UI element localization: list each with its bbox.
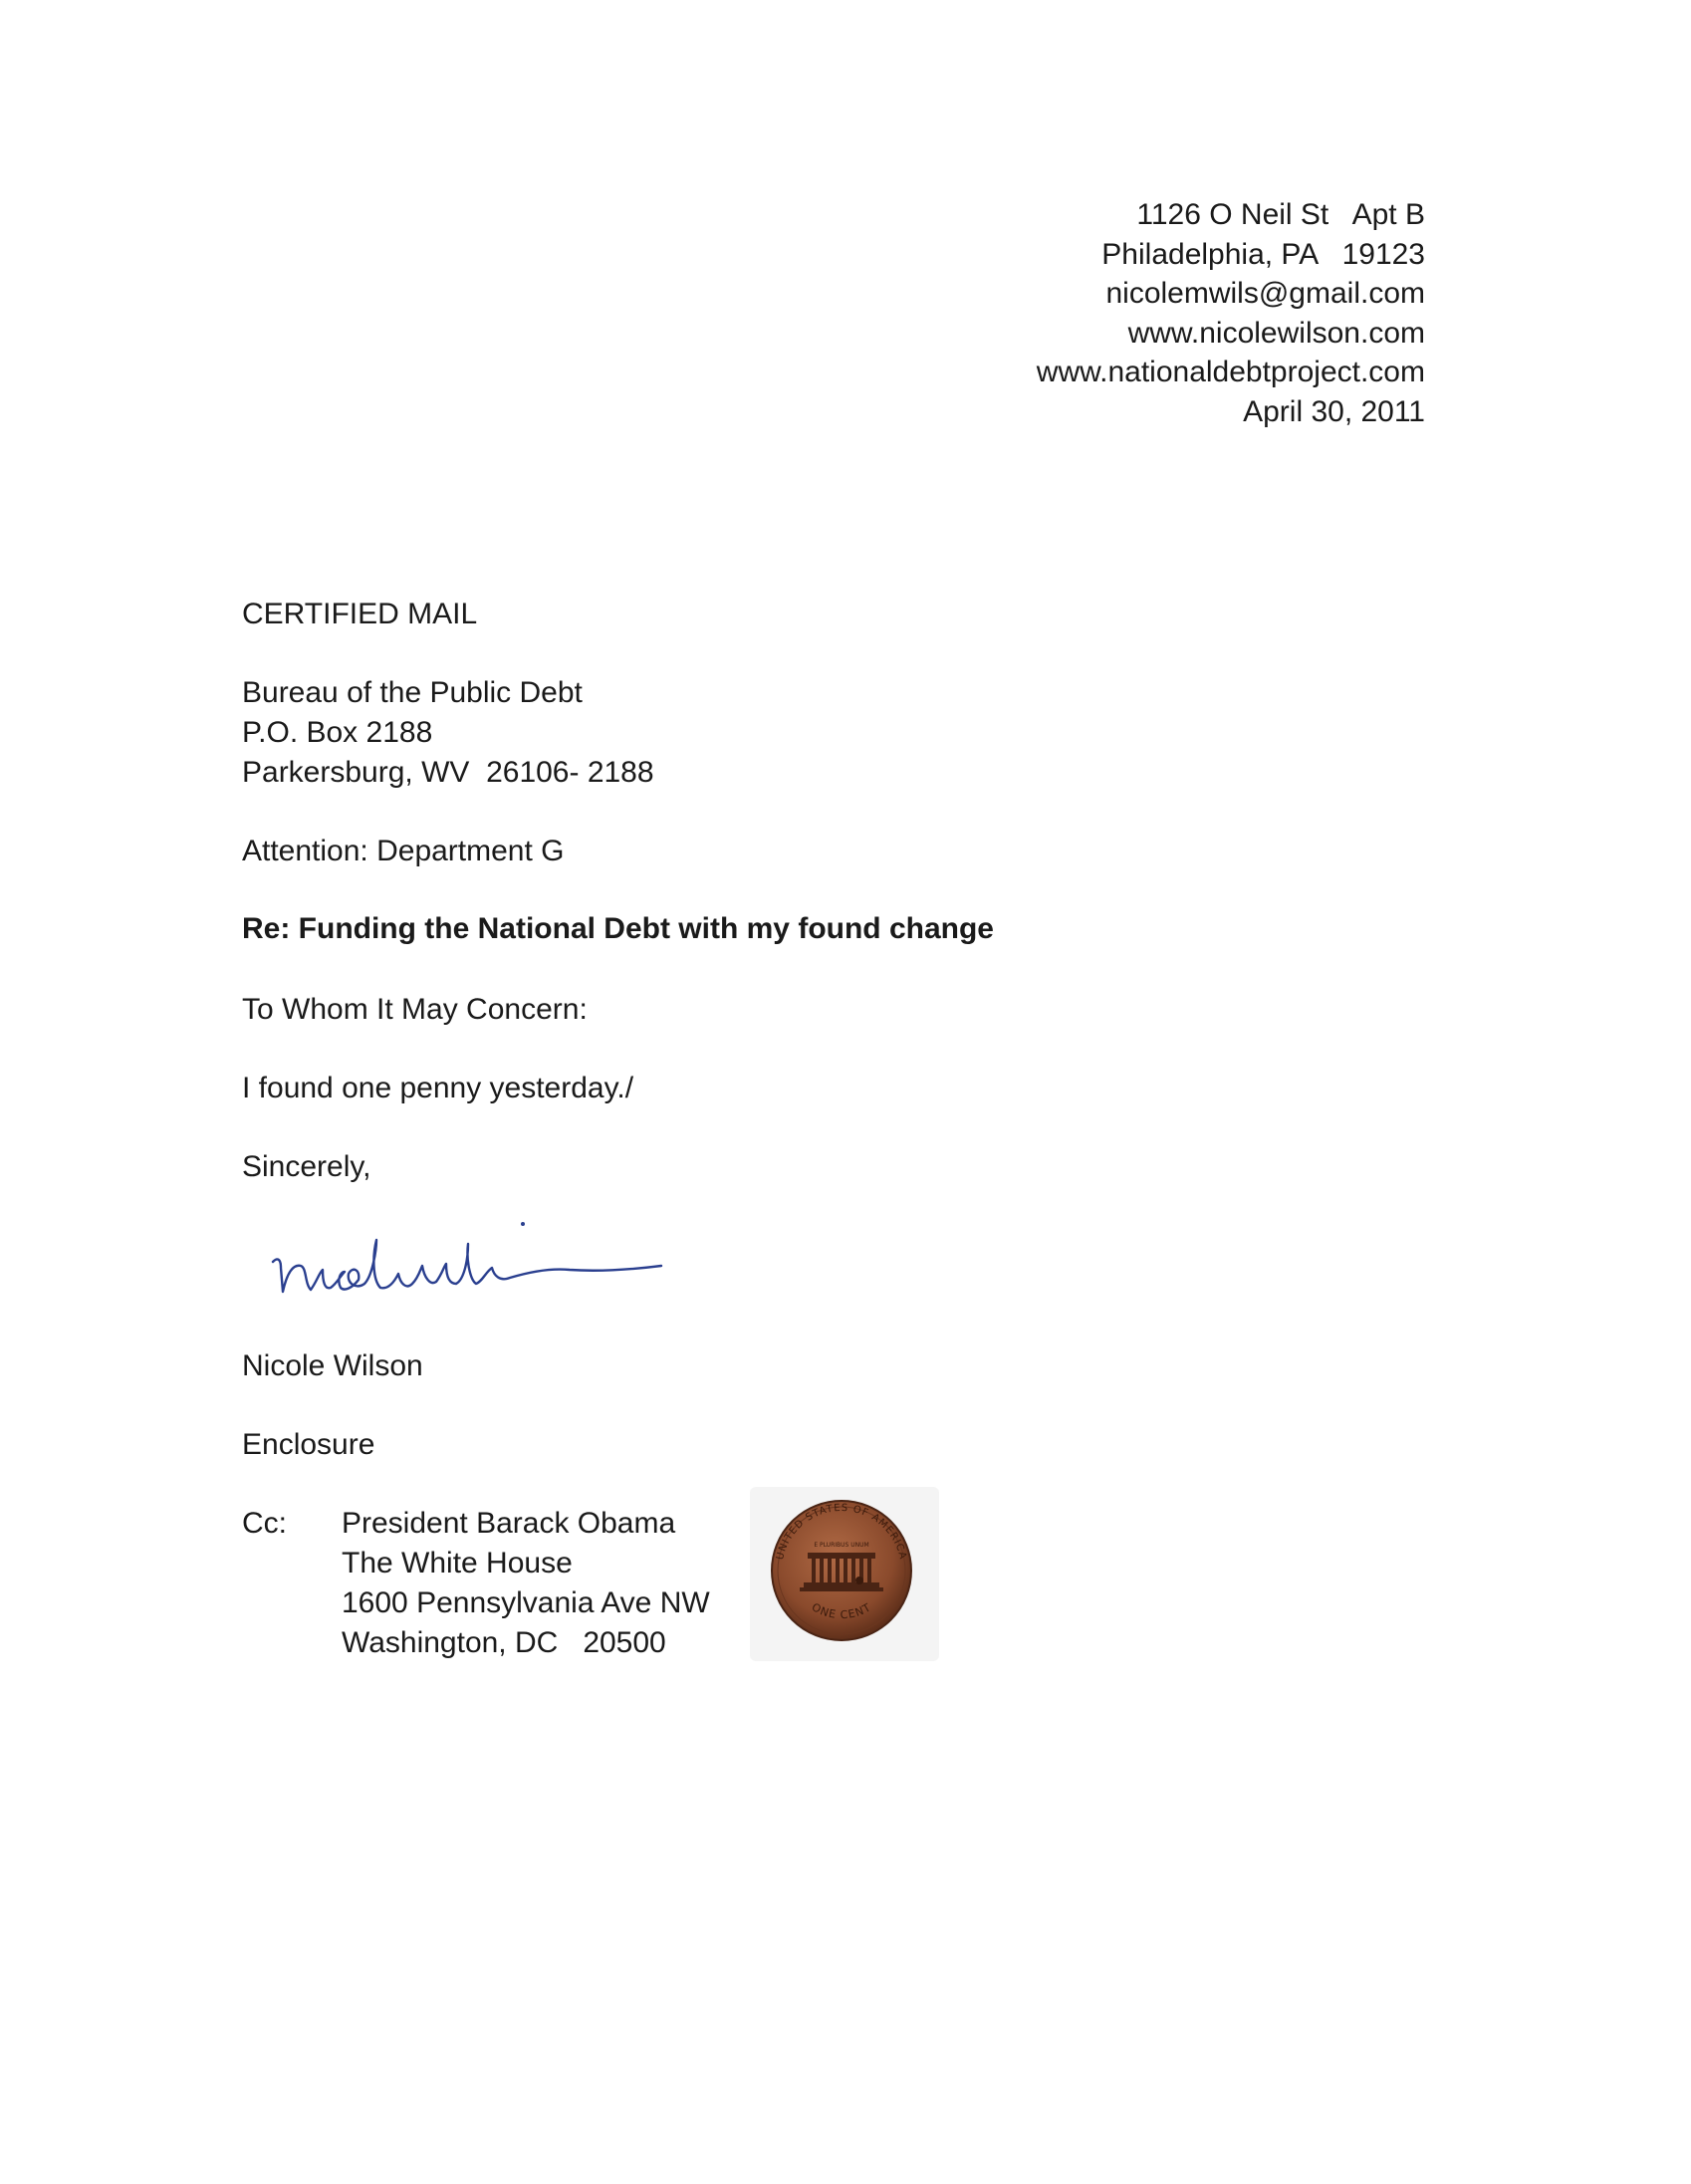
sender-email: nicolemwils@gmail.com <box>1105 277 1425 310</box>
closing: Sincerely, <box>242 1150 371 1183</box>
recipient-address-block <box>242 673 654 793</box>
salutation: To Whom It May Concern: <box>242 993 588 1026</box>
signer-name: Nicole Wilson <box>242 1349 423 1382</box>
attention-line: Attention: Department G <box>242 835 565 867</box>
recipient-name: Bureau of the Public Debt <box>242 676 583 709</box>
delivery-method: CERTIFIED MAIL <box>242 598 478 630</box>
cc-label: Cc: <box>242 1507 287 1540</box>
enclosure-note: Enclosure <box>242 1428 375 1461</box>
cc-name: President Barack Obama <box>342 1507 676 1540</box>
sender-city: Philadelphia, PA 19123 <box>1101 237 1425 271</box>
sender-website-project: www.nationaldebtproject.com <box>1036 356 1425 388</box>
sender-address-block <box>1037 195 1425 431</box>
cc-org: The White House <box>342 1547 573 1579</box>
cc-city: Washington, DC 20500 <box>342 1626 666 1659</box>
recipient-city: Parkersburg, WV 26106- 2188 <box>242 756 654 789</box>
penny-icon <box>742 1469 946 1668</box>
cc-address-block <box>342 1504 710 1663</box>
recipient-po-box: P.O. Box 2188 <box>242 716 433 749</box>
subject-line: Re: Funding the National Debt with my found change <box>242 912 994 945</box>
letter-body: I found one penny yesterday./ <box>242 1072 634 1104</box>
penny-motto: E PLURIBUS UNUM <box>814 1542 869 1549</box>
letter-date: April 30, 2011 <box>1243 394 1425 428</box>
enclosed-penny <box>742 1469 946 1668</box>
penny-bottom-legend: ONE CENT <box>809 1600 874 1622</box>
penny-top-legend: UNITED STATES OF AMERICA <box>774 1502 908 1562</box>
cc-street: 1600 Pennsylvania Ave NW <box>342 1586 710 1619</box>
handwritten-signature <box>261 1200 679 1310</box>
sender-website-personal: www.nicolewilson.com <box>1127 316 1425 350</box>
sender-street: 1126 O Neil St Apt B <box>1136 198 1425 231</box>
